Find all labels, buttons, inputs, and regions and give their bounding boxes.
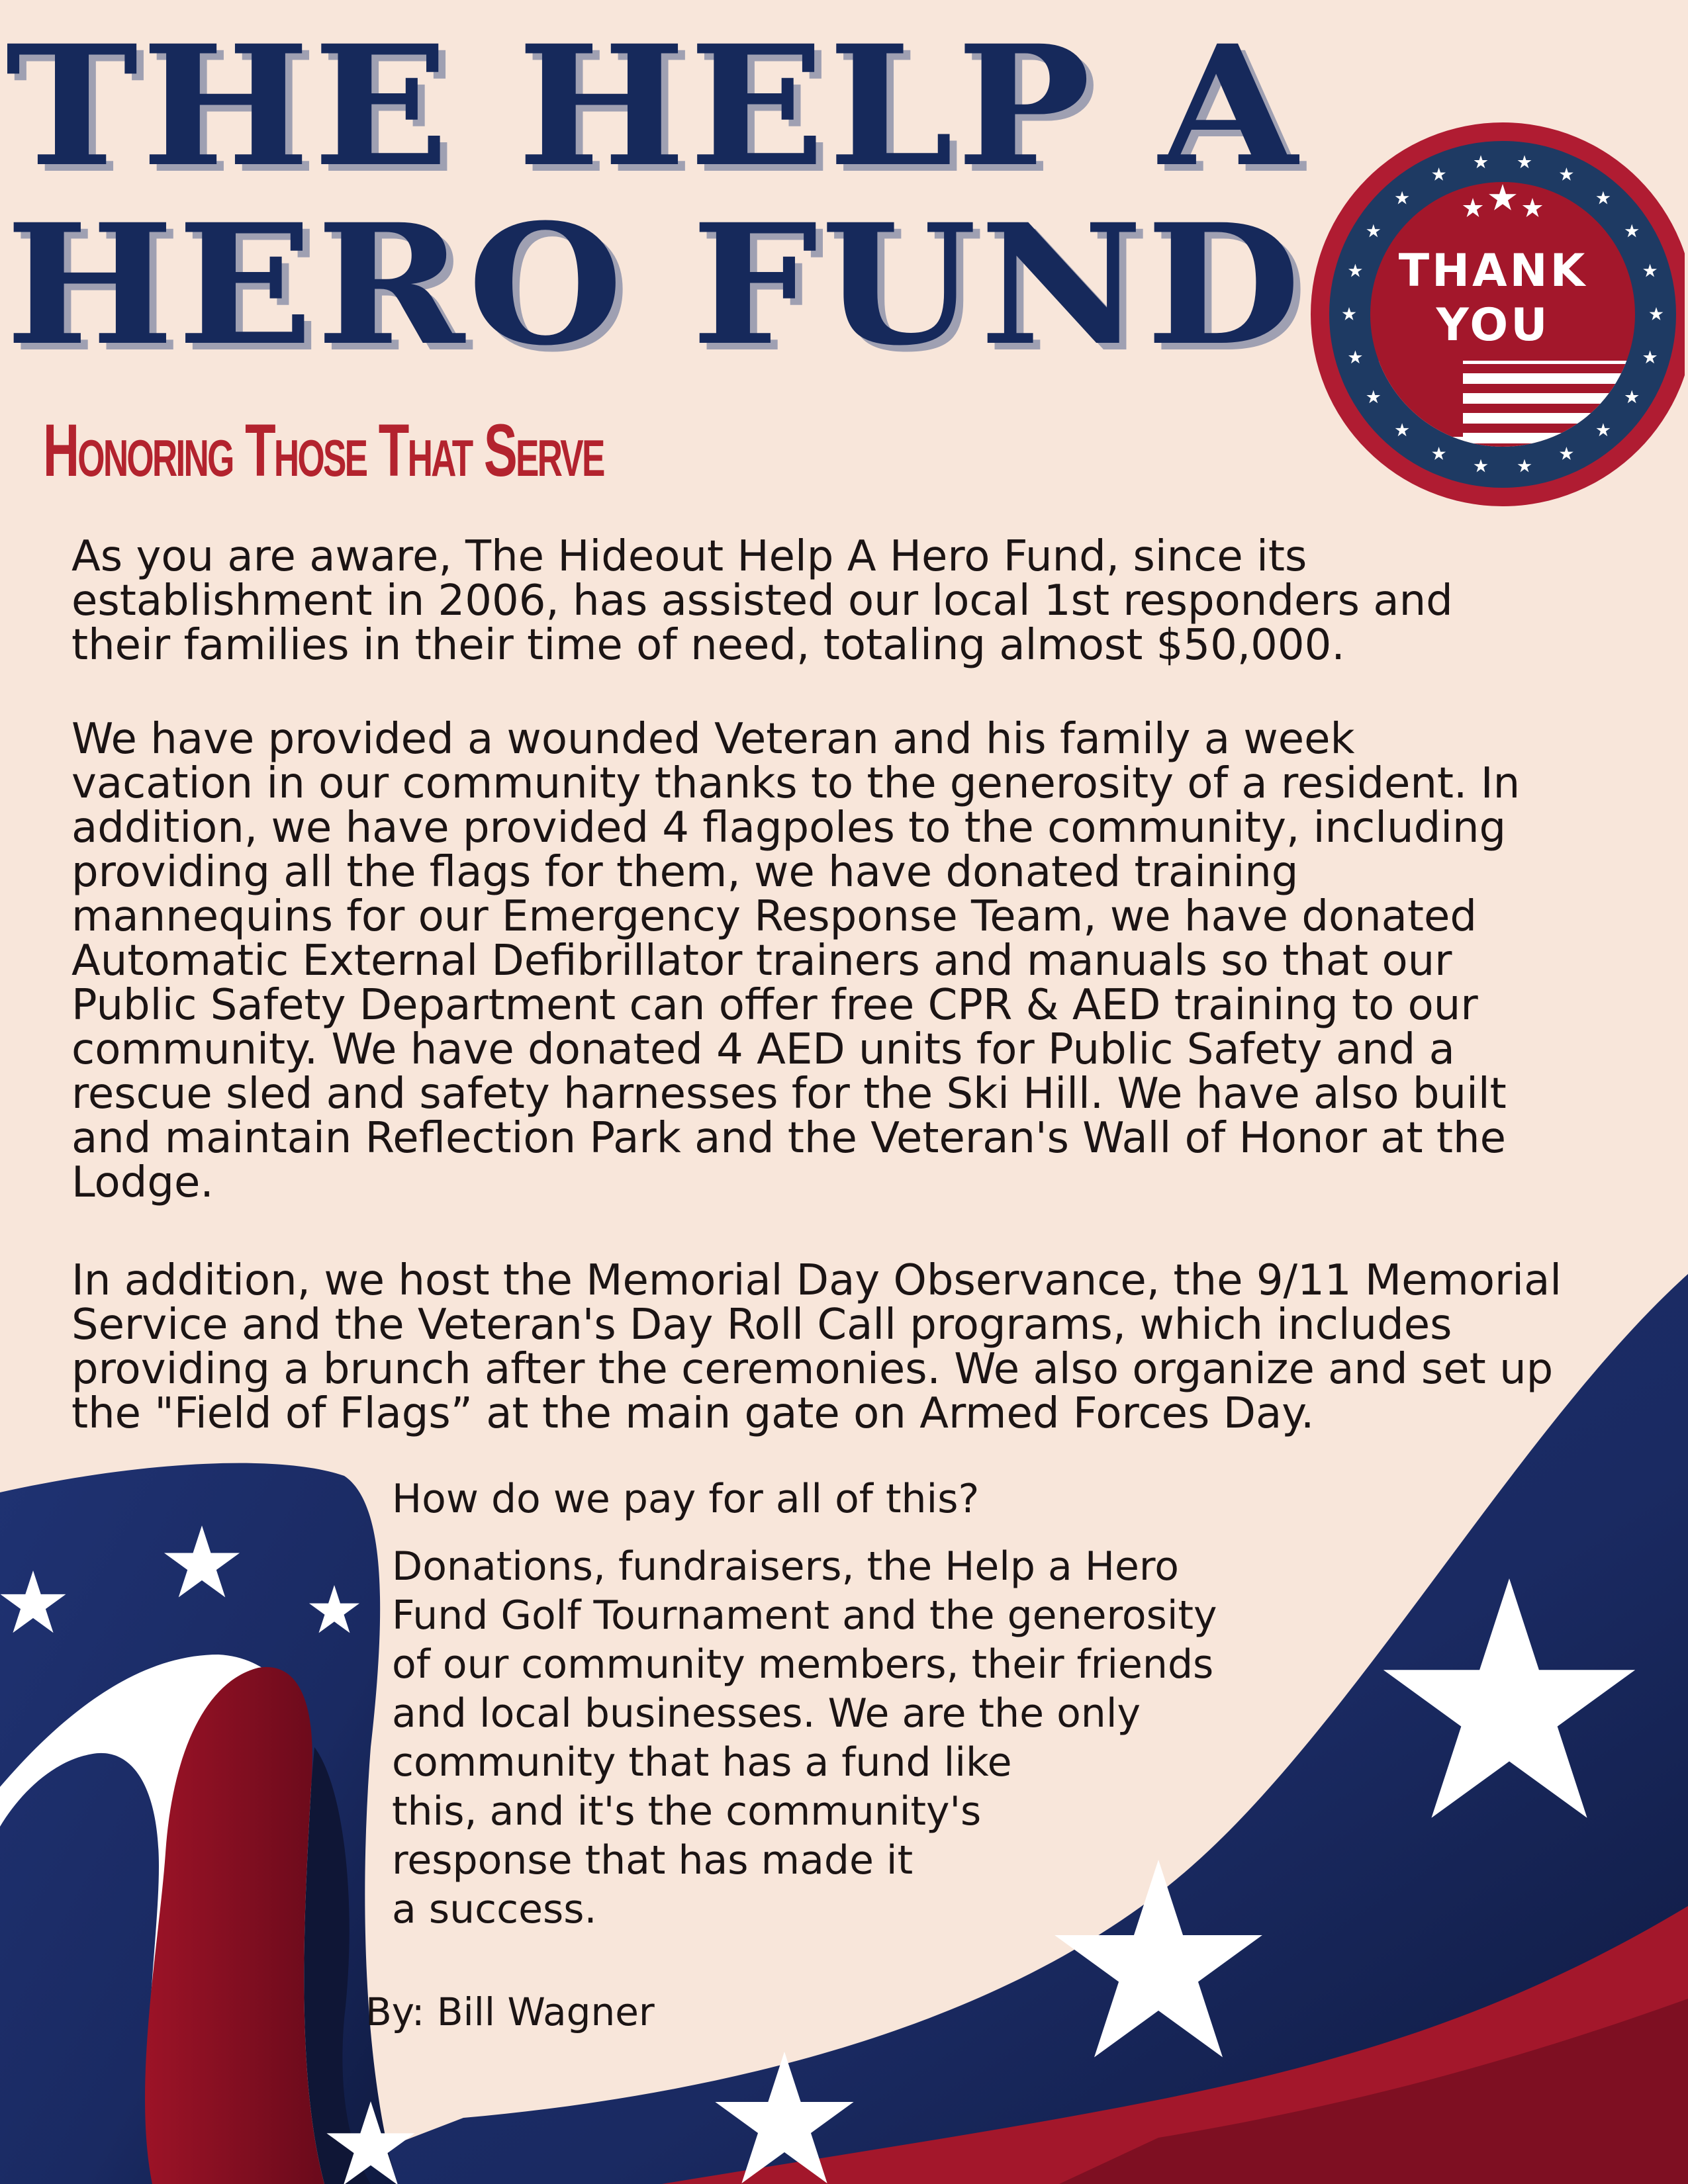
page-title-line2: HERO FUND	[5, 187, 1304, 382]
seal-you-label: YOU	[1436, 299, 1550, 351]
page-subtitle: Honoring Those That Serve	[43, 409, 604, 492]
page-title-line1: THE HELP A	[5, 9, 1301, 203]
events-paragraph: In addition, we host the Memorial Day Observance, the 9/11 Memorial Service and the Veteran's Day Roll Call programs, which includes providing a brunch after the ceremonies. We also organize and set up the "Field of Flags” at the main gate on Armed Forces Day.	[71, 1256, 1562, 1438]
funding-question: How do we pay for all of this?	[392, 1476, 980, 1522]
intro-paragraph: As you are aware, The Hideout Help A Hero Fund, since its establishment in 2006, has assisted our local 1st responders and their families in their time of need, totaling almost $50,000.	[71, 532, 1453, 670]
contributions-paragraph: We have provided a wounded Veteran and his family a week vacation in our community thanks to the generosity of a resident. In addition, we have provided 4 flagpoles to the community, including providing all the flags for them, we have donated training mannequins for our Emergency Response Team, we have donated Automatic External Defibrillator trainers and manuals so that our Public Safety Department can offer free CPR & AED training to our community. We have donated 4 AED units for Public Safety and a rescue sled and safety harnesses for the Ski Hill. We have also built and maintain Reflection Park and the Veteran's Wall of Honor at the Lodge.	[71, 715, 1521, 1207]
seal-thank-label: THANK	[1398, 245, 1588, 297]
funding-answer: Donations, fundraisers, the Help a Hero Fund Golf Tournament and the generosity of our community members, their friends and local businesses. We are the only community that has a fund like this, and it's the community's response that has made it a success.	[392, 1543, 1217, 1933]
author-byline: By: Bill Wagner	[365, 1989, 655, 2034]
